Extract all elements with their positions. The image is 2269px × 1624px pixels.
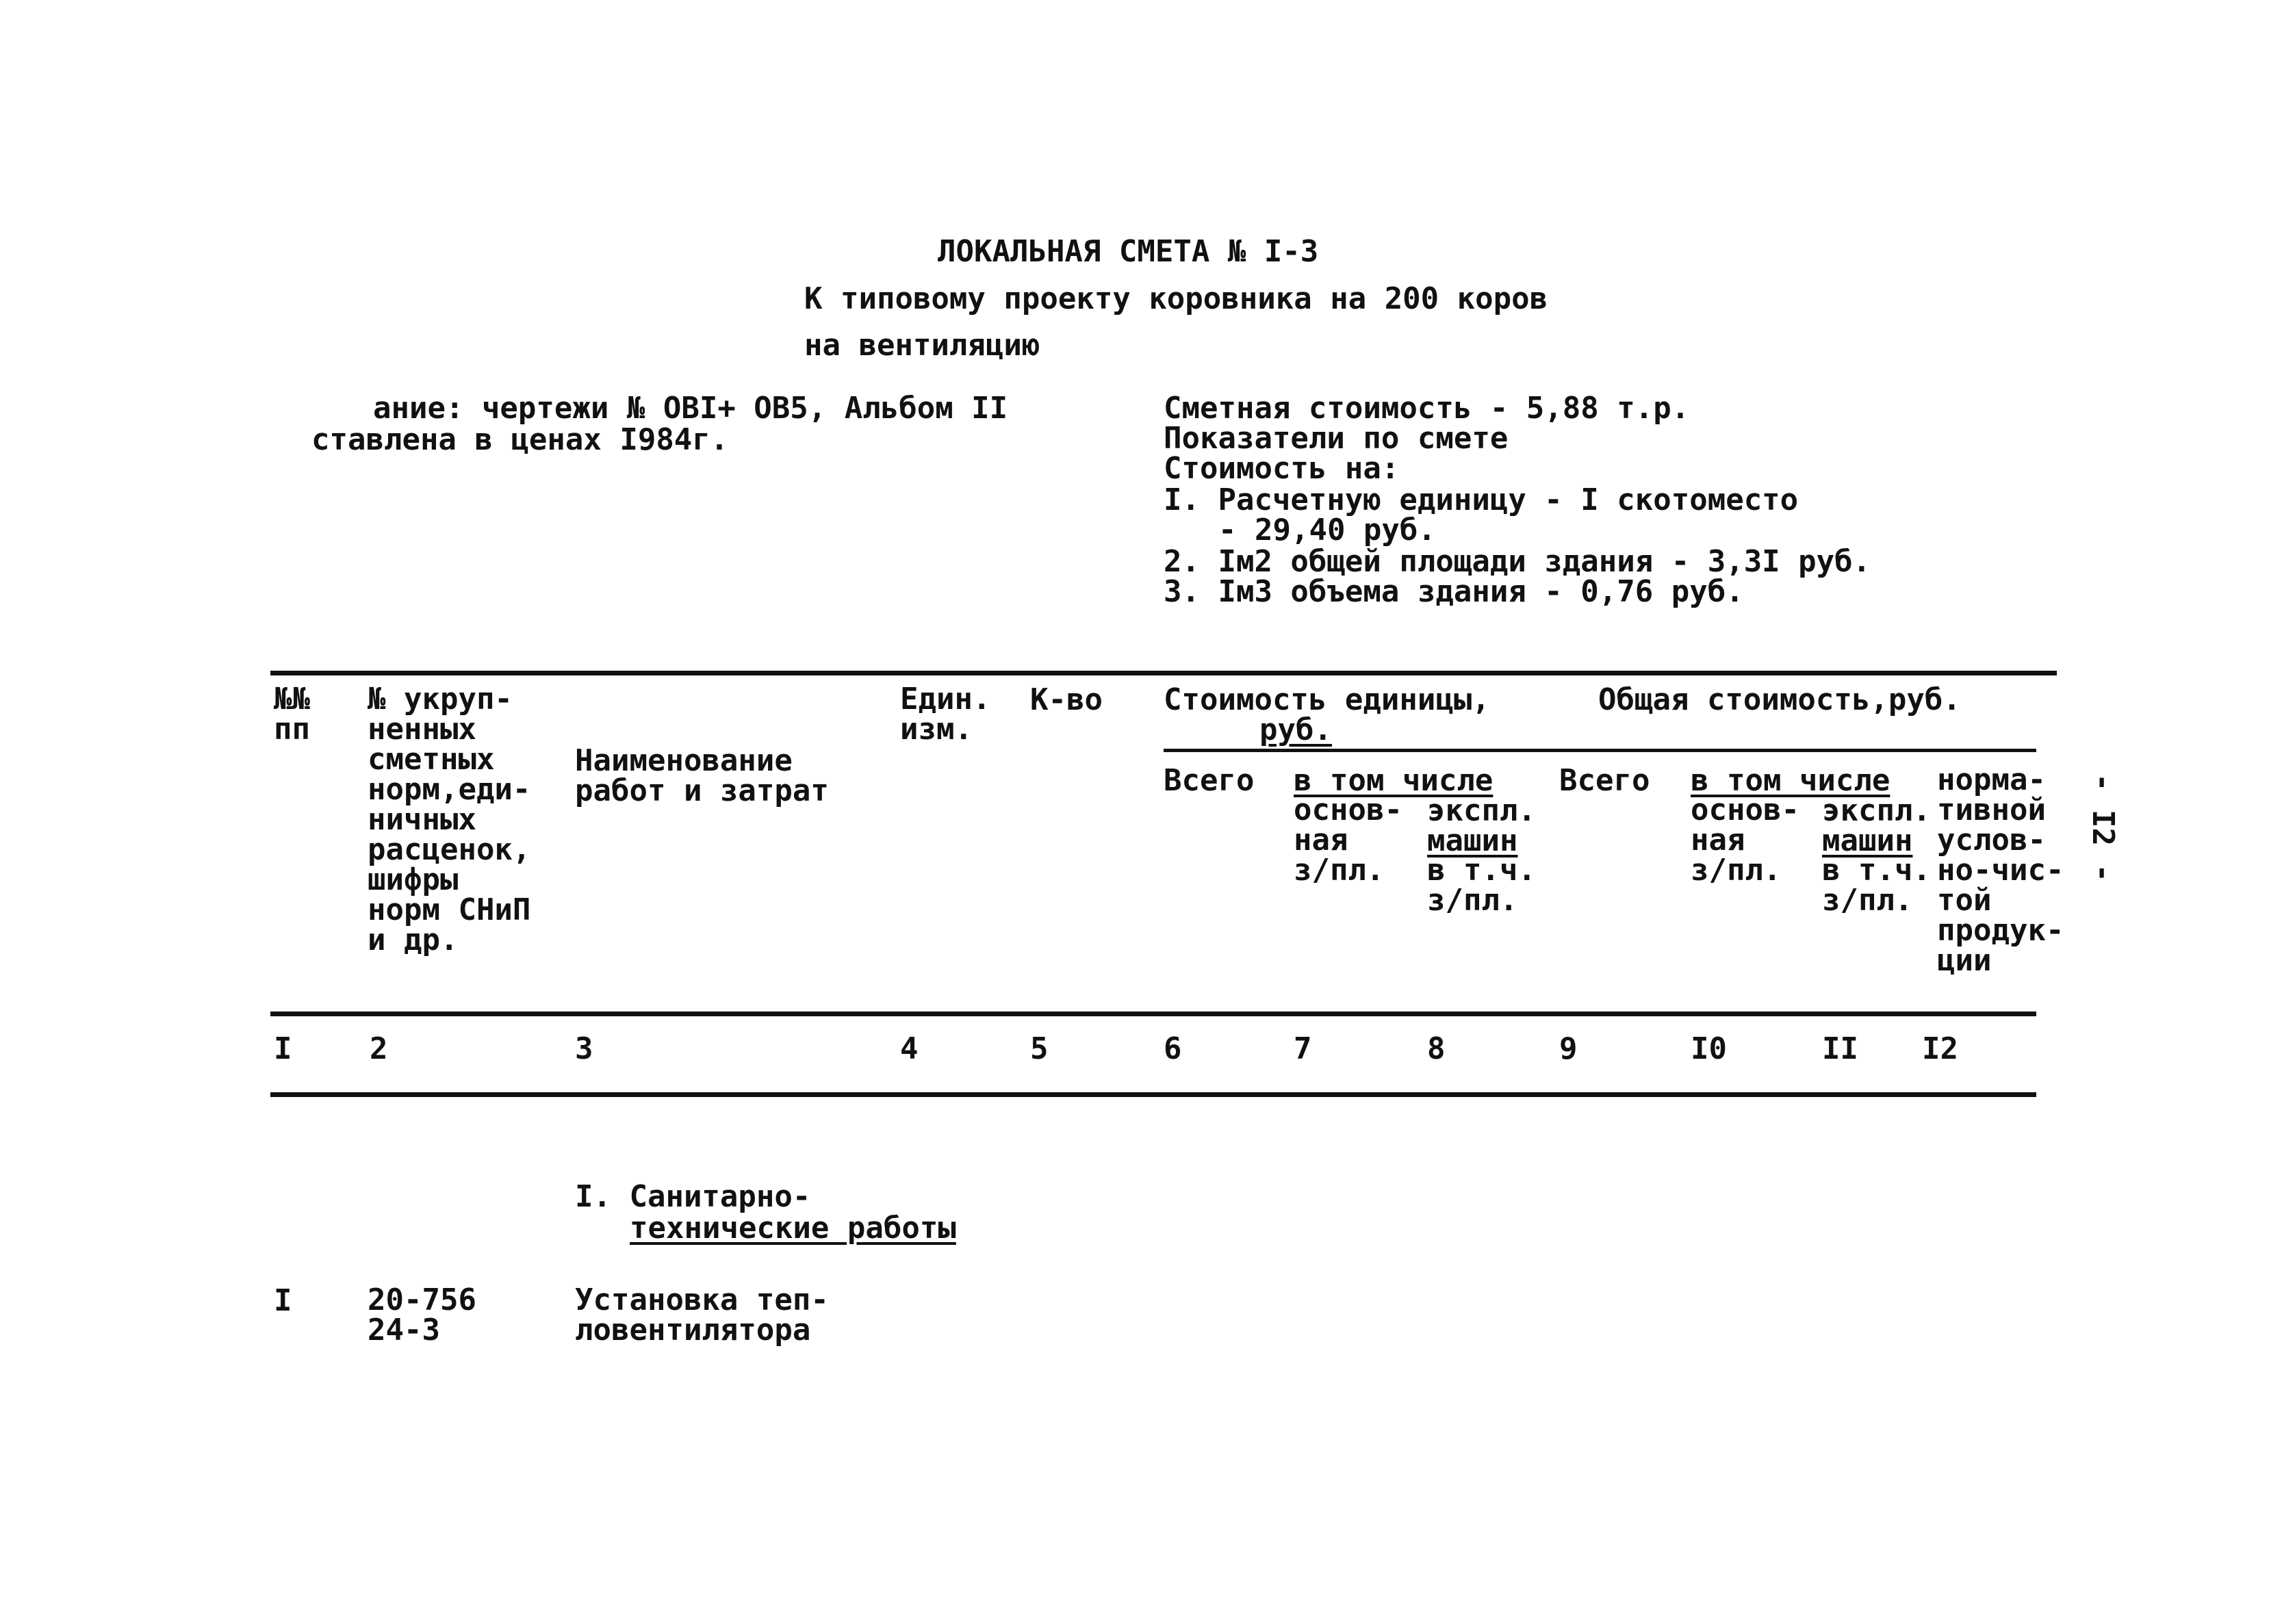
cost-group-rule [1164,749,2036,752]
header-total-all: Всего [1559,763,1650,798]
header-total-machines-2: машин [1822,823,1913,858]
column-number: 3 [575,1031,593,1066]
header-total-machines: экспл. [1822,793,1931,828]
page-number: - I2 - [2086,773,2120,882]
drawings-note: ание: чертежи № ОВI+ ОВ5, Альбом II [373,391,1008,426]
header-unit-machines-2: машин [1427,823,1518,858]
header-total-cost: Общая стоимость,руб. [1598,682,1961,717]
column-number: 9 [1559,1031,1578,1066]
header-bottom-rule [270,1011,2036,1016]
column-number: 4 [900,1031,919,1066]
price-base-note: ставлена в ценах I984г. [311,422,729,457]
header-unit-base-wage: основ- ная з/пл. [1294,792,1402,888]
column-number: I0 [1691,1031,1727,1066]
column-number: II [1822,1031,1858,1066]
cost-per-heading: Стоимость на: [1164,451,1400,486]
column-number: 6 [1164,1031,1182,1066]
page-subtitle-2: на вентиляцию [804,328,1040,363]
table-row-code: 20-756 24-3 [368,1283,476,1348]
header-quantity: К-во [1030,682,1103,717]
header-unit-machines: экспл. [1427,793,1536,828]
header-row-number: №№ пп [274,682,310,747]
header-total-machine-wage: в т.ч. з/пл. [1822,853,1931,918]
header-net-production: норма- тивной услов- но-чис- той продук- ции [1937,762,2064,978]
column-number: 2 [370,1031,388,1066]
table-row-number: I [274,1283,292,1318]
column-numbers-rule [270,1092,2036,1097]
header-unit-cost-rub: руб. [1259,712,1332,747]
cost-per-unit: I. Расчетную единицу - I скотоместо [1164,482,1799,517]
column-number: 8 [1427,1031,1446,1066]
header-work-name: Наименование работ и затрат [575,743,829,808]
header-unit-machine-wage: в т.ч. з/пл. [1427,853,1536,918]
page-title: ЛОКАЛЬНАЯ СМЕТА № I-3 [938,234,1319,269]
column-number: 5 [1030,1031,1049,1066]
header-unit-total: Всего [1164,763,1255,798]
table-row-name: Установка теп- ловентилятора [575,1283,829,1348]
cost-per-m2: 2. Iм2 общей площади здания - 3,3I руб. [1164,544,1871,579]
header-total-including: в том числе [1691,763,1890,798]
header-unit-cost: Стоимость единицы, [1164,682,1490,717]
header-norm-code: № укруп- ненных сметных норм,еди- ничных расценок, шифры норм СНиП и др. [368,682,531,957]
header-total-base-wage: основ- ная з/пл. [1691,792,1799,888]
cost-per-m3: 3. Iм3 объема здания - 0,76 руб. [1164,574,1744,609]
header-unit-including: в том числе [1294,763,1494,798]
header-unit: Един. изм. [900,682,991,747]
cost-per-unit-value: - 29,40 руб. [1218,513,1436,547]
page-subtitle: К типовому проекту коровника на 200 коров [804,281,1548,316]
column-number: I2 [1922,1031,1958,1066]
section-heading: I. Санитарно- [575,1179,811,1214]
table-top-rule [270,671,2057,675]
section-heading-2: технические работы [630,1211,956,1246]
column-number: I [274,1031,292,1066]
indicators-heading: Показатели по смете [1164,421,1509,456]
estimated-cost: Сметная стоимость - 5,88 т.р. [1164,391,1690,426]
column-number: 7 [1294,1031,1312,1066]
